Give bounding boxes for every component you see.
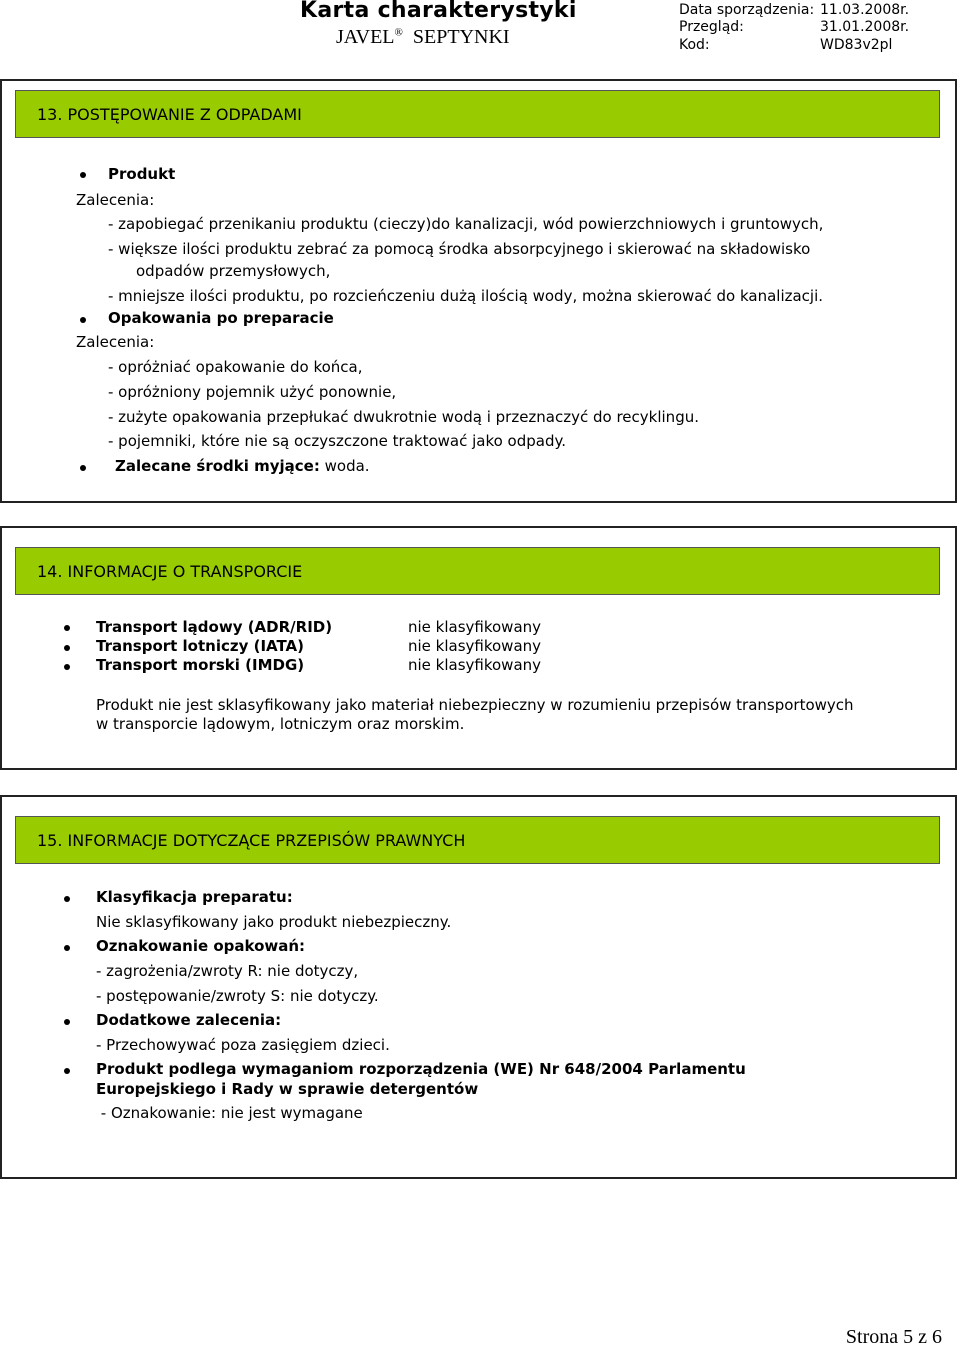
date-value: 11.03.2008r.	[820, 2, 910, 18]
list-item: - zapobiegać przenikaniu produktu (cieczy)do kanalizacji, wód powierzchniowych i gruntowych,	[108, 215, 824, 233]
section-14-header: 14. INFORMACJE O TRANSPORCIE	[15, 547, 940, 595]
bullet-icon	[80, 317, 86, 323]
bullet-icon	[64, 1019, 70, 1025]
document-title: Karta charakterystyki	[300, 0, 577, 23]
product-name-suffix: SEPTYNKI	[412, 26, 510, 48]
list-item: - postępowanie/zwroty S: nie dotyczy.	[96, 987, 379, 1005]
transport-air-value: nie klasyfikowany	[408, 637, 542, 655]
classification-heading: Klasyfikacja preparatu:	[96, 888, 293, 906]
additional-text: - Przechowywać poza zasięgiem dzieci.	[96, 1036, 390, 1054]
transport-note-line1: Produkt nie jest sklasyfikowany jako materiał niebezpieczny w rozumieniu przepisów transportowych	[96, 696, 854, 714]
list-item: - większe ilości produktu zebrać za pomocą środka absorpcyjnego i skierować na składowisko	[108, 240, 811, 258]
bullet-icon	[80, 172, 86, 178]
review-value: 31.01.2008r.	[820, 19, 910, 35]
regulation-heading-line1: Produkt podlega wymaganiom rozporządzenia (WE) Nr 648/2004 Parlamentu	[96, 1060, 746, 1078]
product-name	[336, 26, 510, 49]
transport-land-label: Transport lądowy (ADR/RID)	[96, 618, 333, 636]
list-item: odpadów przemysłowych,	[136, 262, 331, 280]
review-label: Przegląd:	[679, 19, 744, 35]
transport-note-line2: w transporcie lądowym, lotniczym oraz morskim.	[96, 715, 465, 733]
list-item: - opróżniony pojemnik użyć ponownie,	[108, 383, 397, 401]
list-item: - pojemniki, które nie są oczyszczone traktować jako odpady.	[108, 432, 566, 450]
product-name-main: JAVEL	[336, 26, 395, 48]
section-15-header: 15. INFORMACJE DOTYCZĄCE PRZEPISÓW PRAWNYCH	[15, 816, 940, 864]
list-item: - opróżniać opakowanie do końca,	[108, 358, 363, 376]
regulation-text: - Oznakowanie: nie jest wymagane	[96, 1104, 363, 1122]
bullet-icon	[64, 1068, 70, 1074]
page-number: Strona 5 z 6	[845, 1326, 942, 1348]
cleaning-agents-label: Zalecane środki myjące:	[115, 457, 320, 475]
code-label: Kod:	[679, 37, 710, 53]
transport-sea-value: nie klasyfikowany	[408, 656, 542, 674]
product-heading: Produkt	[108, 165, 176, 183]
code-value: WD83v2pl	[820, 37, 893, 53]
list-item: - zużyte opakowania przepłukać dwukrotnie wodą i przeznaczyć do recyklingu.	[108, 408, 699, 426]
cleaning-agents-value: woda.	[324, 457, 370, 475]
packaging-recommendations-label: Zalecenia:	[76, 333, 155, 351]
bullet-icon	[64, 945, 70, 951]
registered-mark: ®	[394, 26, 403, 39]
product-recommendations-label: Zalecenia:	[76, 191, 155, 209]
packaging-heading: Opakowania po preparacie	[108, 309, 334, 327]
bullet-icon	[64, 664, 70, 670]
list-item: - zagrożenia/zwroty R: nie dotyczy,	[96, 962, 359, 980]
labeling-heading: Oznakowanie opakowań:	[96, 937, 306, 955]
section-13-header: 13. POSTĘPOWANIE Z ODPADAMI	[15, 90, 940, 138]
additional-heading: Dodatkowe zalecenia:	[96, 1011, 282, 1029]
classification-text: Nie sklasyfikowany jako produkt niebezpieczny.	[96, 913, 452, 931]
bullet-icon	[64, 625, 70, 631]
regulation-heading-line2: Europejskiego i Rady w sprawie detergentów	[96, 1080, 479, 1098]
transport-land-value: nie klasyfikowany	[408, 618, 542, 636]
transport-air-label: Transport lotniczy (IATA)	[96, 637, 305, 655]
bullet-icon	[64, 896, 70, 902]
list-item: - mniejsze ilości produktu, po rozcieńczeniu dużą ilością wody, można skierować do kanalizacji.	[108, 287, 824, 305]
bullet-icon	[64, 645, 70, 651]
bullet-icon	[80, 465, 86, 471]
date-label: Data sporządzenia:	[679, 2, 815, 18]
cleaning-agents	[115, 457, 370, 475]
transport-sea-label: Transport morski (IMDG)	[96, 656, 305, 674]
